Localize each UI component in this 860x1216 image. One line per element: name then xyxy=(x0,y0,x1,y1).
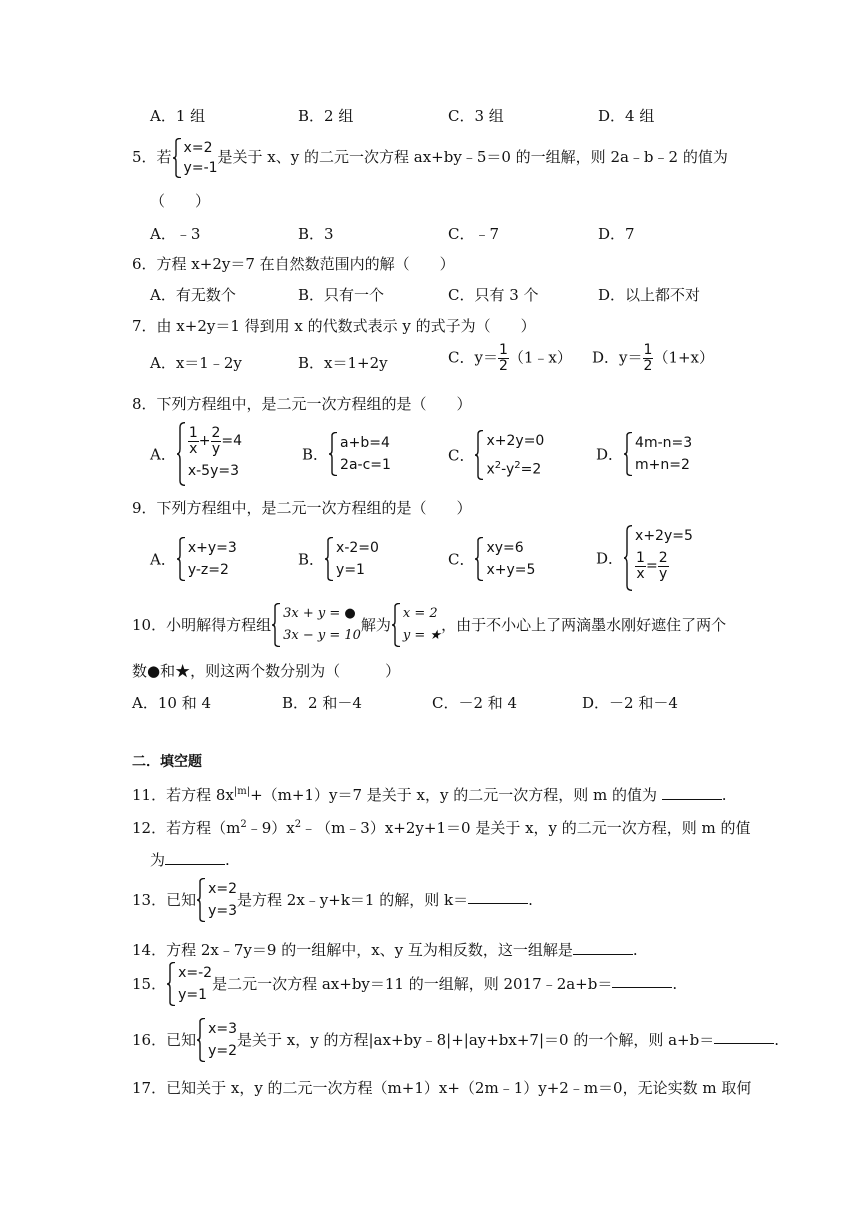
q7-option-c xyxy=(448,343,572,374)
q5-paren: （ ） xyxy=(150,192,211,210)
question-17: 17．已知关于 x，y 的二元一次方程（m+1）x+（2m﹣1）y+2﹣m＝0，无论实数 m 取何 xyxy=(132,1079,752,1097)
question-9: 9．下列方程组中，是二元一次方程组的是（ ） xyxy=(132,499,472,517)
q5-option-c: C．﹣7 xyxy=(448,225,500,243)
q5-option-a: A．﹣3 xyxy=(150,225,201,243)
q7-option-c-prefix: C．y＝ xyxy=(448,348,498,367)
question-6: 6．方程 x+2y＝7 在自然数范围内的解（ ） xyxy=(132,255,455,273)
q9-option-c: C． xy=6 x+y=5 xyxy=(448,537,535,581)
half-fraction: $\frac{1}{2}$ xyxy=(643,342,653,374)
q10-number: 10．小明解得方程组 xyxy=(132,616,272,634)
q8-option-d: D． 4m-n=3 m+n=2 xyxy=(596,432,692,476)
q10-text-2: 数●和★，则这两个数分别为（ ） xyxy=(132,662,401,680)
q7-option-d xyxy=(592,343,714,374)
q7-option-b: B．x＝1+2y xyxy=(298,354,388,372)
answer-blank[interactable] xyxy=(573,940,633,955)
q13-system: x=2 y=3 xyxy=(196,878,237,922)
q7-option-d-suffix: （1+x） xyxy=(653,348,715,367)
q9-d-system: x+2y=5 $\frac{1}{x}$ = $\frac{2}{y}$ xyxy=(623,525,693,591)
question-12-line-2: 为 . xyxy=(150,851,230,869)
q8-c-system: x+2y=0 $x^2-y^2=2$ xyxy=(474,430,544,480)
q5-number: 5．若 xyxy=(132,148,172,166)
question-12: 12．若方程$(m^2﹣9)x^2﹣(m﹣3)x+2y+1=0$ 是关于 x，y 的二元一次方程，则 m 的值 xyxy=(132,819,751,837)
section-heading: 二．填空题 xyxy=(132,754,202,770)
q9-c-system: xy=6 x+y=5 xyxy=(474,537,535,581)
q10-text-1: ，由于不小心上了两滴墨水刚好遮住了两个 xyxy=(441,616,727,634)
q8-d-system: 4m-n=3 m+n=2 xyxy=(623,432,692,476)
question-7: 7．由 x+2y＝1 得到用 x 的代数式表示 y 的式子为（ ） xyxy=(132,317,536,335)
q9-b-system: x-2=0 y=1 xyxy=(324,537,379,581)
question-8: 8．下列方程组中，是二元一次方程组的是（ ） xyxy=(132,395,472,413)
q7-option-d-prefix: D．y＝ xyxy=(592,348,643,367)
answer-blank[interactable] xyxy=(662,785,722,800)
answer-blank[interactable] xyxy=(468,889,528,904)
question-10 xyxy=(132,603,726,647)
q15-system: x=-2 y=1 xyxy=(166,962,212,1006)
half-fraction: $\frac{1}{2}$ xyxy=(498,342,508,374)
question-5 xyxy=(132,138,728,178)
q10-mid-text: 解为 xyxy=(360,616,391,634)
q7-option-a: A．x＝1﹣2y xyxy=(150,354,242,372)
q5-option-b: B．3 xyxy=(298,225,334,243)
q8-b-system: a+b=4 2a-c=1 xyxy=(328,432,391,476)
q5-option-d: D．7 xyxy=(598,225,635,243)
q9-option-a: A． x+y=3 y-z=2 xyxy=(150,537,237,581)
answer-blank[interactable] xyxy=(612,973,672,988)
answer-blank[interactable] xyxy=(714,1029,774,1044)
q9-option-b: B． x-2=0 y=1 xyxy=(298,537,379,581)
q5-system-line-2: y=-1 xyxy=(183,160,218,176)
question-13: 13．已知 x=2 y=3 是方程 2x﹣y+k＝1 的解，则 k＝ . xyxy=(132,878,533,922)
question-14: 14．方程 2x﹣7y＝9 的一组解中，x、y 互为相反数，这一组解是 . xyxy=(132,941,638,959)
q9-option-d: D． x+2y=5 $\frac{1}{x}$ = $\frac{2}{y}$ xyxy=(596,525,693,591)
question-15: 15． x=-2 y=1 是二元一次方程 ax+by＝11 的一组解，则 2017﹣2a+b＝ . xyxy=(132,962,677,1006)
q10-option-a: A．10 和 4 xyxy=(132,694,211,712)
q10-option-b: B．2 和－4 xyxy=(282,694,362,712)
q6-option-b: B．只有一个 xyxy=(298,286,385,304)
q16-system: x=3 y=2 xyxy=(196,1018,237,1062)
q5-text: 是关于 x、y 的二元一次方程 ax+by﹣5＝0 的一组解，则 2a﹣b﹣2 的值为 xyxy=(217,148,728,166)
q8-option-b: B． a+b=4 2a-c=1 xyxy=(302,432,391,476)
q6-option-c: C．只有 3 个 xyxy=(448,286,539,304)
q8-option-c: C． x+2y=0 $x^2-y^2=2$ xyxy=(448,430,544,480)
q10-option-d: D．－2 和－4 xyxy=(582,694,678,712)
q6-option-a: A．有无数个 xyxy=(150,286,236,304)
question-11: 11．若方程 $8x^{|m|}+(m+1)y=7$ 是关于 x，y 的二元一次方程，则 m 的值为 . xyxy=(132,786,727,804)
q5-system xyxy=(172,138,218,178)
question-16: 16．已知 x=3 y=2 是关于 x，y 的方程|ax+by﹣8|+|ay+bx+7|＝0 的一个解，则 a+b＝ . xyxy=(132,1018,779,1062)
q8-a-system: $\frac{1}{x}$ + $\frac{2}{y}$ =4 x-5y=3 xyxy=(176,422,242,486)
q8-option-a: A． $\frac{1}{x}$ + $\frac{2}{y}$ =4 x-5y=3 xyxy=(150,422,242,486)
q6-option-d: D．以上都不对 xyxy=(598,286,701,304)
q10-system: 3x + y = ● 3x − y = 10 xyxy=(271,603,361,647)
q9-a-system: x+y=3 y-z=2 xyxy=(176,537,237,581)
answer-blank[interactable] xyxy=(165,850,225,865)
q5-system-line-1: x=2 xyxy=(183,140,213,156)
q4-option-c: C．3 组 xyxy=(448,107,504,125)
brace-icon xyxy=(623,525,633,675)
q10-solution: x = 2 y = ★ xyxy=(391,603,441,647)
q4-option-a: A．1 组 xyxy=(150,107,206,125)
q7-option-c-suffix: （1﹣x） xyxy=(508,348,572,367)
q4-option-d: D．4 组 xyxy=(598,107,655,125)
q10-option-c: C．－2 和 4 xyxy=(432,694,518,712)
q4-option-b: B．2 组 xyxy=(298,107,354,125)
